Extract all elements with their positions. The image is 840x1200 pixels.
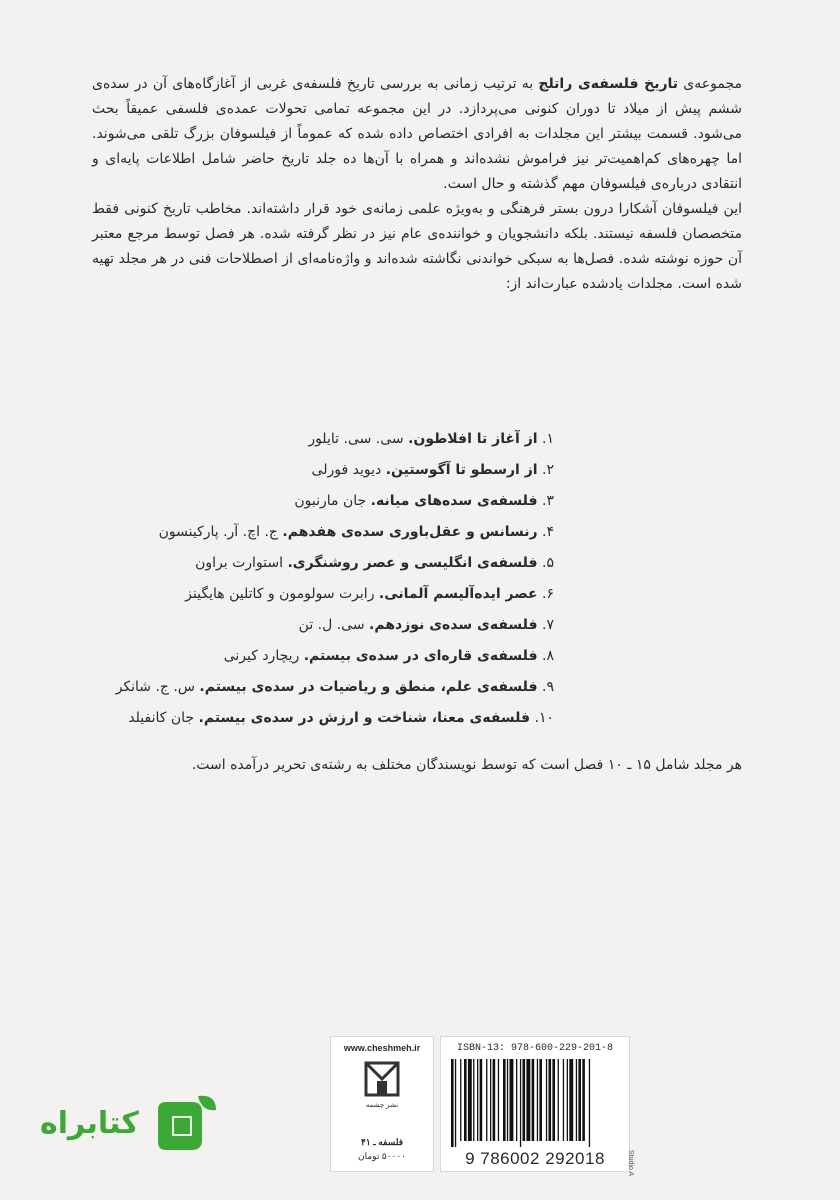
volume-item: ۹. فلسفه‌ی علم، منطق و ریاضیات در سده‌ی بیستم. س. ج. شانکر: [115, 679, 554, 695]
volume-item: ۶. عصر ایده‌آلیسم آلمانی. رابرت سولومون و کاتلین هایگینز: [185, 586, 554, 602]
series-title: تاریخ فلسفه‌ی راتلج: [538, 76, 679, 92]
volume-item: ۱۰. فلسفه‌ی معنا، شناخت و ارزش در سده‌ی بیستم. جان کانفیلد: [128, 710, 554, 726]
isbn-text: ISBN-13: 978-600-229-201-8: [456, 1043, 614, 1054]
designer-credit: Studio A: [627, 1150, 634, 1177]
publisher-name: نشر چشمه: [365, 1102, 399, 1109]
intro-paragraph-2: این فیلسوفان آشکارا درون بستر فرهنگی و به‌ویژه علمی زمانه‌ی خود قرار داشته‌اند. مخاطب تاریخ کنونی فقط متخصصان فلسفه نیستند. بلکه دانشجویان و خواننده‌ی عام نیز در نظر گرفته شده. هر فصل توسط مرجع معتبر آن حوزه نوشته شده. فصل‌ها به سبکی خواندنی نگاشته شده‌اند و واژه‌نامه‌ای از اصطلاحات فنی در هر مجلد تهیه شده است. مجلدات یادشده عبارت‌اند از:: [92, 201, 742, 292]
volume-item: ۷. فلسفه‌ی سده‌ی نوزدهم. سی. ل. تن: [298, 617, 554, 633]
book-leaf-logo-icon: [152, 1092, 222, 1158]
intro-text: [92, 72, 742, 297]
ean-number: 9 786002 292018: [465, 1149, 605, 1168]
intro-paragraph-1: مجموعه‌ی تاریخ فلسفه‌ی راتلج به ترتیب زمانی به بررسی تاریخ فلسفه‌ی غربی از آغازگاه‌های آن در سده‌ی ششم پیش از میلاد تا دوران کنونی می‌پردازد. در این مجموعه تمامی تحولات عمده‌ی فلسفی عمیقاً بحث می‌شود. قسمت بیشتر این مجلدات به افرادی اختصاص داده شده که عموماً از فیلسوفان بزرگ تلقی می‌شوند. اما چهره‌های کم‌اهمیت‌تر نیز فراموش نشده‌اند و همراه با آن‌ها ده جلد تاریخ حاضر شامل اطلاعات پایه‌ای و انتقادی درباره‌ی فیلسوفان مهم گذشته و حال است.: [92, 76, 742, 192]
volume-list: [84, 424, 554, 734]
volume-item: ۴. رنسانس و عقل‌باوری سده‌ی هفدهم. ج. اچ. آر. پارکینسون: [158, 524, 554, 540]
publisher-url: www.cheshmeh.ir: [343, 1043, 421, 1053]
barcode-box: [440, 1036, 630, 1172]
publisher-logo-icon: [363, 1061, 401, 1121]
volume-item: ۵. فلسفه‌ی انگلیسی و عصر روشنگری. استوارت براون: [195, 555, 554, 571]
price-label: ۵۰۰۰۰ تومان: [358, 1151, 406, 1161]
volume-item: ۱. از آغاز تا افلاطون. سی. سی. تایلور: [308, 431, 554, 447]
volume-item: ۳. فلسفه‌ی سده‌های میانه. جان مارنبون: [294, 493, 554, 509]
publisher-box: [330, 1036, 434, 1172]
volume-item: ۸. فلسفه‌ی قاره‌ای در سده‌ی بیستم. ریچارد کیرنی: [223, 648, 554, 664]
brand-name: کتابراه: [40, 1106, 139, 1141]
closing-text: هر مجلد شامل ۱۵ ـ ۱۰ فصل است که توسط نویسندگان مختلف به رشته‌ی تحریر درآمده است.: [191, 757, 742, 773]
barcode-icon: [451, 1059, 619, 1147]
volume-item: ۲. از ارسطو تا آگوستین. دیوید فورلی: [311, 462, 554, 478]
publisher-category: فلسفه ـ ۴۱: [361, 1137, 403, 1147]
